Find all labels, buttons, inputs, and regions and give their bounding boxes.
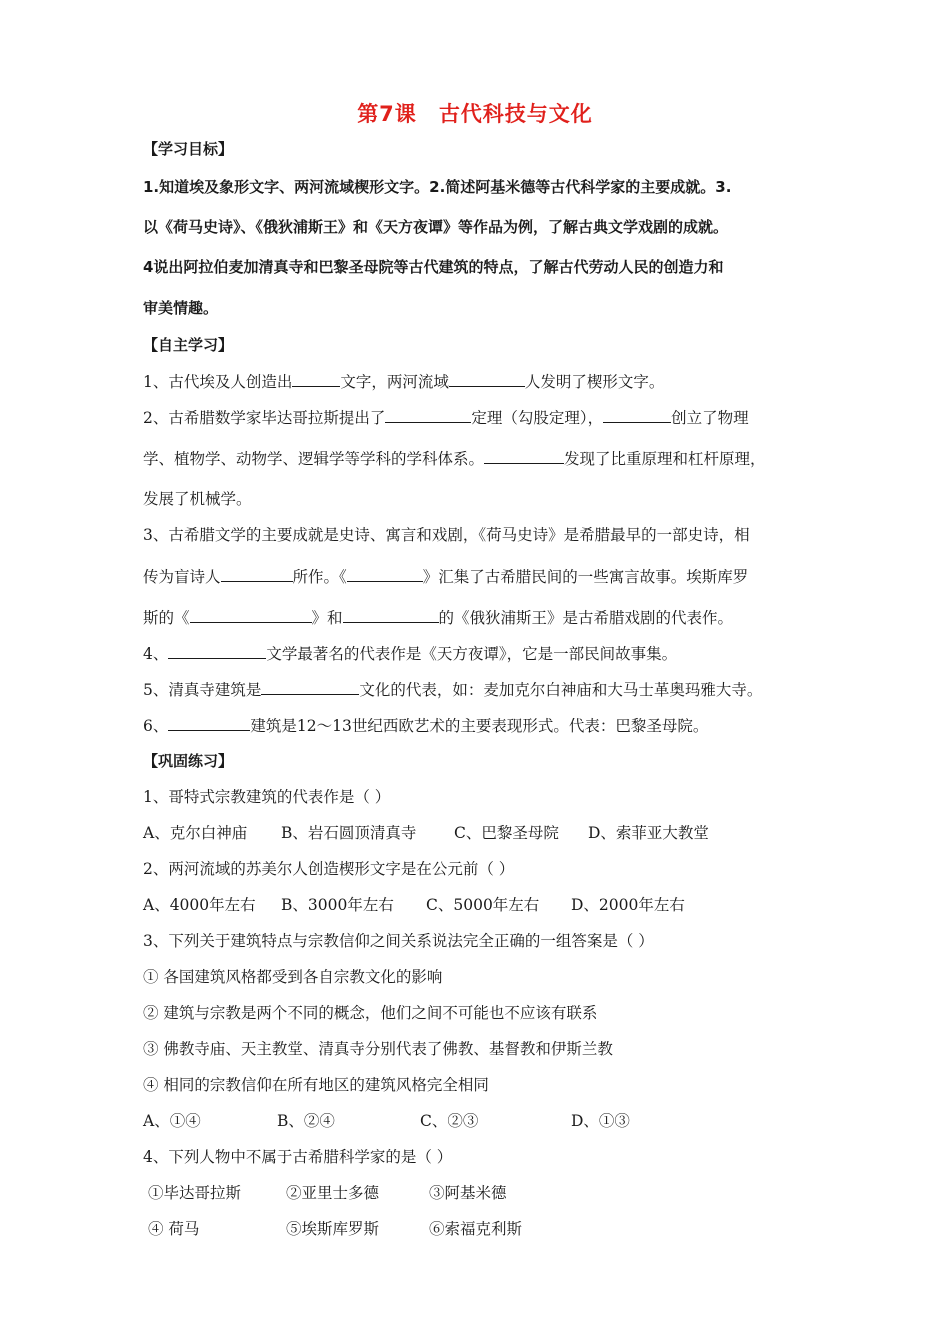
option-a[interactable]: A、4000年左右 (143, 896, 256, 914)
objectives-heading: 【学习目标】 (143, 140, 234, 158)
option-a[interactable]: A、克尔白神庙 (143, 824, 248, 842)
person-list-row (148, 1218, 522, 1240)
fill-blank[interactable] (292, 370, 340, 387)
practice-question-4: 4、下列人物中不属于古希腊科学家的是（ ） (143, 1148, 453, 1166)
self-study-question-6: 6、 建筑是12～13世纪西欧艺术的主要表现形式。代表：巴黎圣母院。 (143, 714, 708, 737)
fill-blank[interactable] (385, 406, 471, 423)
fill-blank[interactable] (449, 370, 525, 387)
option-c[interactable]: C、5000年左右 (426, 896, 540, 914)
option-a[interactable]: A、①④ (143, 1112, 201, 1130)
practice-question-1: 1、哥特式宗教建筑的代表作是（ ） (143, 788, 391, 806)
self-study-question-3: 3、古希腊文学的主要成就是史诗、寓言和戏剧，《荷马史诗》是希腊最早的一部史诗，相 (143, 526, 750, 544)
self-study-question-1: 1、古代埃及人创造出 文字，两河流域 人发明了楔形文字。 (143, 370, 664, 393)
statement-item: ② 建筑与宗教是两个不同的概念，他们之间不可能也不应该有联系 (143, 1004, 598, 1022)
practice-options-1 (143, 822, 709, 844)
practice-options-3 (143, 1110, 630, 1132)
fill-blank[interactable] (190, 606, 312, 623)
document-page: 第7课 古代科技与文化 【学习目标】 1.知道埃及象形文字、两河流域楔形文字。2.简述阿基米德等古代科学家的主要成就。3. 以《荷马史诗》、《俄狄浦斯王》和《天方夜谭》等作品为例，了解古典文学戏剧的成就。 4说出阿拉伯麦加清真寺和巴黎圣母院等古代建筑的特点，了解古代劳动人民的创造力和 审美情趣。 【自主学习】 1、古代埃及人创造出 文字，两河流域 人发明了楔形文字。 2、古希腊数学家毕达哥拉斯提出了 定理（勾股定理）， 创立了物理 学、植物学、动物学、逻辑学等学科的学科体系。 发现了比重原理和杠杆原理， 发展了机械学。 3、古希腊文学的主要成就是史诗、寓言和戏剧，《荷马史诗》是希腊最早的一部史诗，相 传为盲诗人 所作。《 》汇集了古希腊民间的一些寓言故事。埃斯库罗 斯的《 》和 的《俄狄浦斯王》是古希腊戏剧的代表作。 4、 文学最著名的代表作是《天方夜谭》，它是一部民间故事集。 5、清真寺建筑是 文化的代表，如：麦加克尔白神庙和大马士革奥玛雅大寺。 6、 建筑是12～13世纪西欧艺术的主要表现形式。代表：巴黎圣母院。 【巩固练习】 1、哥特式宗教建筑的代表作是（ ） A、克尔白神庙 B、岩石圆顶清真寺 C、巴黎圣母院 D、索菲亚大教堂 2、两河流域的苏美尔人创造楔形文字是在公元前（ ） A、4000年左右 B、3000年左右 C、5000年左右 D、2000年左右 3、下列关于建筑特点与宗教信仰之间关系说法完全正确的一组答案是（ ） ① 各国建筑风格都受到各自宗教文化的影响 ② 建筑与宗教是两个不同的概念，他们之间不可能也不应该有联系 ③ 佛教寺庙、天主教堂、清真寺分别代表了佛教、基督教和伊斯兰教 ④ 相同的宗教信仰在所有地区的建筑风格完全相同 A、①④ B、②④ C、②③ D、①③ 4、下列人物中不属于古希腊科学家的是（ ） ①毕达哥拉斯 ②亚里士多德 ③阿基米德 ④ 荷马 ⑤埃斯库罗斯 ⑥索福克利斯 (0, 0, 950, 1344)
option-d[interactable]: D、索菲亚大教堂 (588, 824, 709, 842)
fill-blank[interactable] (343, 606, 439, 623)
person-item: ①毕达哥拉斯 (148, 1184, 242, 1202)
person-item: ④ 荷马 (148, 1220, 200, 1238)
practice-question-2: 2、两河流域的苏美尔人创造楔形文字是在公元前（ ） (143, 860, 515, 878)
person-item: ⑥索福克利斯 (429, 1220, 523, 1238)
fill-blank[interactable] (261, 678, 359, 695)
self-study-heading: 【自主学习】 (143, 336, 234, 354)
self-study-question-2: 2、古希腊数学家毕达哥拉斯提出了 定理（勾股定理）， 创立了物理 (143, 406, 749, 429)
objective-line: 审美情趣。 (143, 299, 219, 317)
option-d[interactable]: D、①③ (571, 1112, 630, 1130)
person-list-row (148, 1182, 507, 1204)
practice-question-3: 3、下列关于建筑特点与宗教信仰之间关系说法完全正确的一组答案是（ ） (143, 932, 654, 950)
person-item: ②亚里士多德 (286, 1184, 380, 1202)
fill-blank[interactable] (484, 447, 564, 464)
person-item: ⑤埃斯库罗斯 (286, 1220, 380, 1238)
person-item: ③阿基米德 (429, 1184, 507, 1202)
self-study-question-4: 4、 文学最著名的代表作是《天方夜谭》，它是一部民间故事集。 (143, 642, 677, 665)
option-d[interactable]: D、2000年左右 (571, 896, 685, 914)
statement-item: ③ 佛教寺庙、天主教堂、清真寺分别代表了佛教、基督教和伊斯兰教 (143, 1040, 613, 1058)
objective-line: 1.知道埃及象形文字、两河流域楔形文字。2.简述阿基米德等古代科学家的主要成就。3. (143, 178, 732, 196)
fill-blank[interactable] (168, 642, 266, 659)
objective-line: 4说出阿拉伯麦加清真寺和巴黎圣母院等古代建筑的特点，了解古代劳动人民的创造力和 (143, 258, 724, 276)
option-c[interactable]: C、巴黎圣母院 (454, 824, 559, 842)
statement-item: ④ 相同的宗教信仰在所有地区的建筑风格完全相同 (143, 1076, 489, 1094)
fill-blank[interactable] (603, 406, 671, 423)
statement-item: ① 各国建筑风格都受到各自宗教文化的影响 (143, 968, 443, 986)
lesson-name: 古代科技与文化 (438, 102, 593, 126)
option-b[interactable]: B、3000年左右 (281, 896, 394, 914)
fill-blank[interactable] (347, 565, 423, 582)
practice-options-2 (143, 894, 685, 916)
fill-blank[interactable] (168, 714, 250, 731)
objective-line: 以《荷马史诗》、《俄狄浦斯王》和《天方夜谭》等作品为例，了解古典文学戏剧的成就。 (143, 218, 729, 236)
option-c[interactable]: C、②③ (420, 1112, 479, 1130)
self-study-question-5: 5、清真寺建筑是 文化的代表，如：麦加克尔白神庙和大马士革奥玛雅大寺。 (143, 678, 762, 701)
option-b[interactable]: B、②④ (277, 1112, 335, 1130)
lesson-number: 第7课 (357, 102, 417, 126)
practice-heading: 【巩固练习】 (143, 752, 234, 770)
option-b[interactable]: B、岩石圆顶清真寺 (281, 824, 417, 842)
fill-blank[interactable] (221, 565, 293, 582)
page-title (0, 98, 950, 128)
